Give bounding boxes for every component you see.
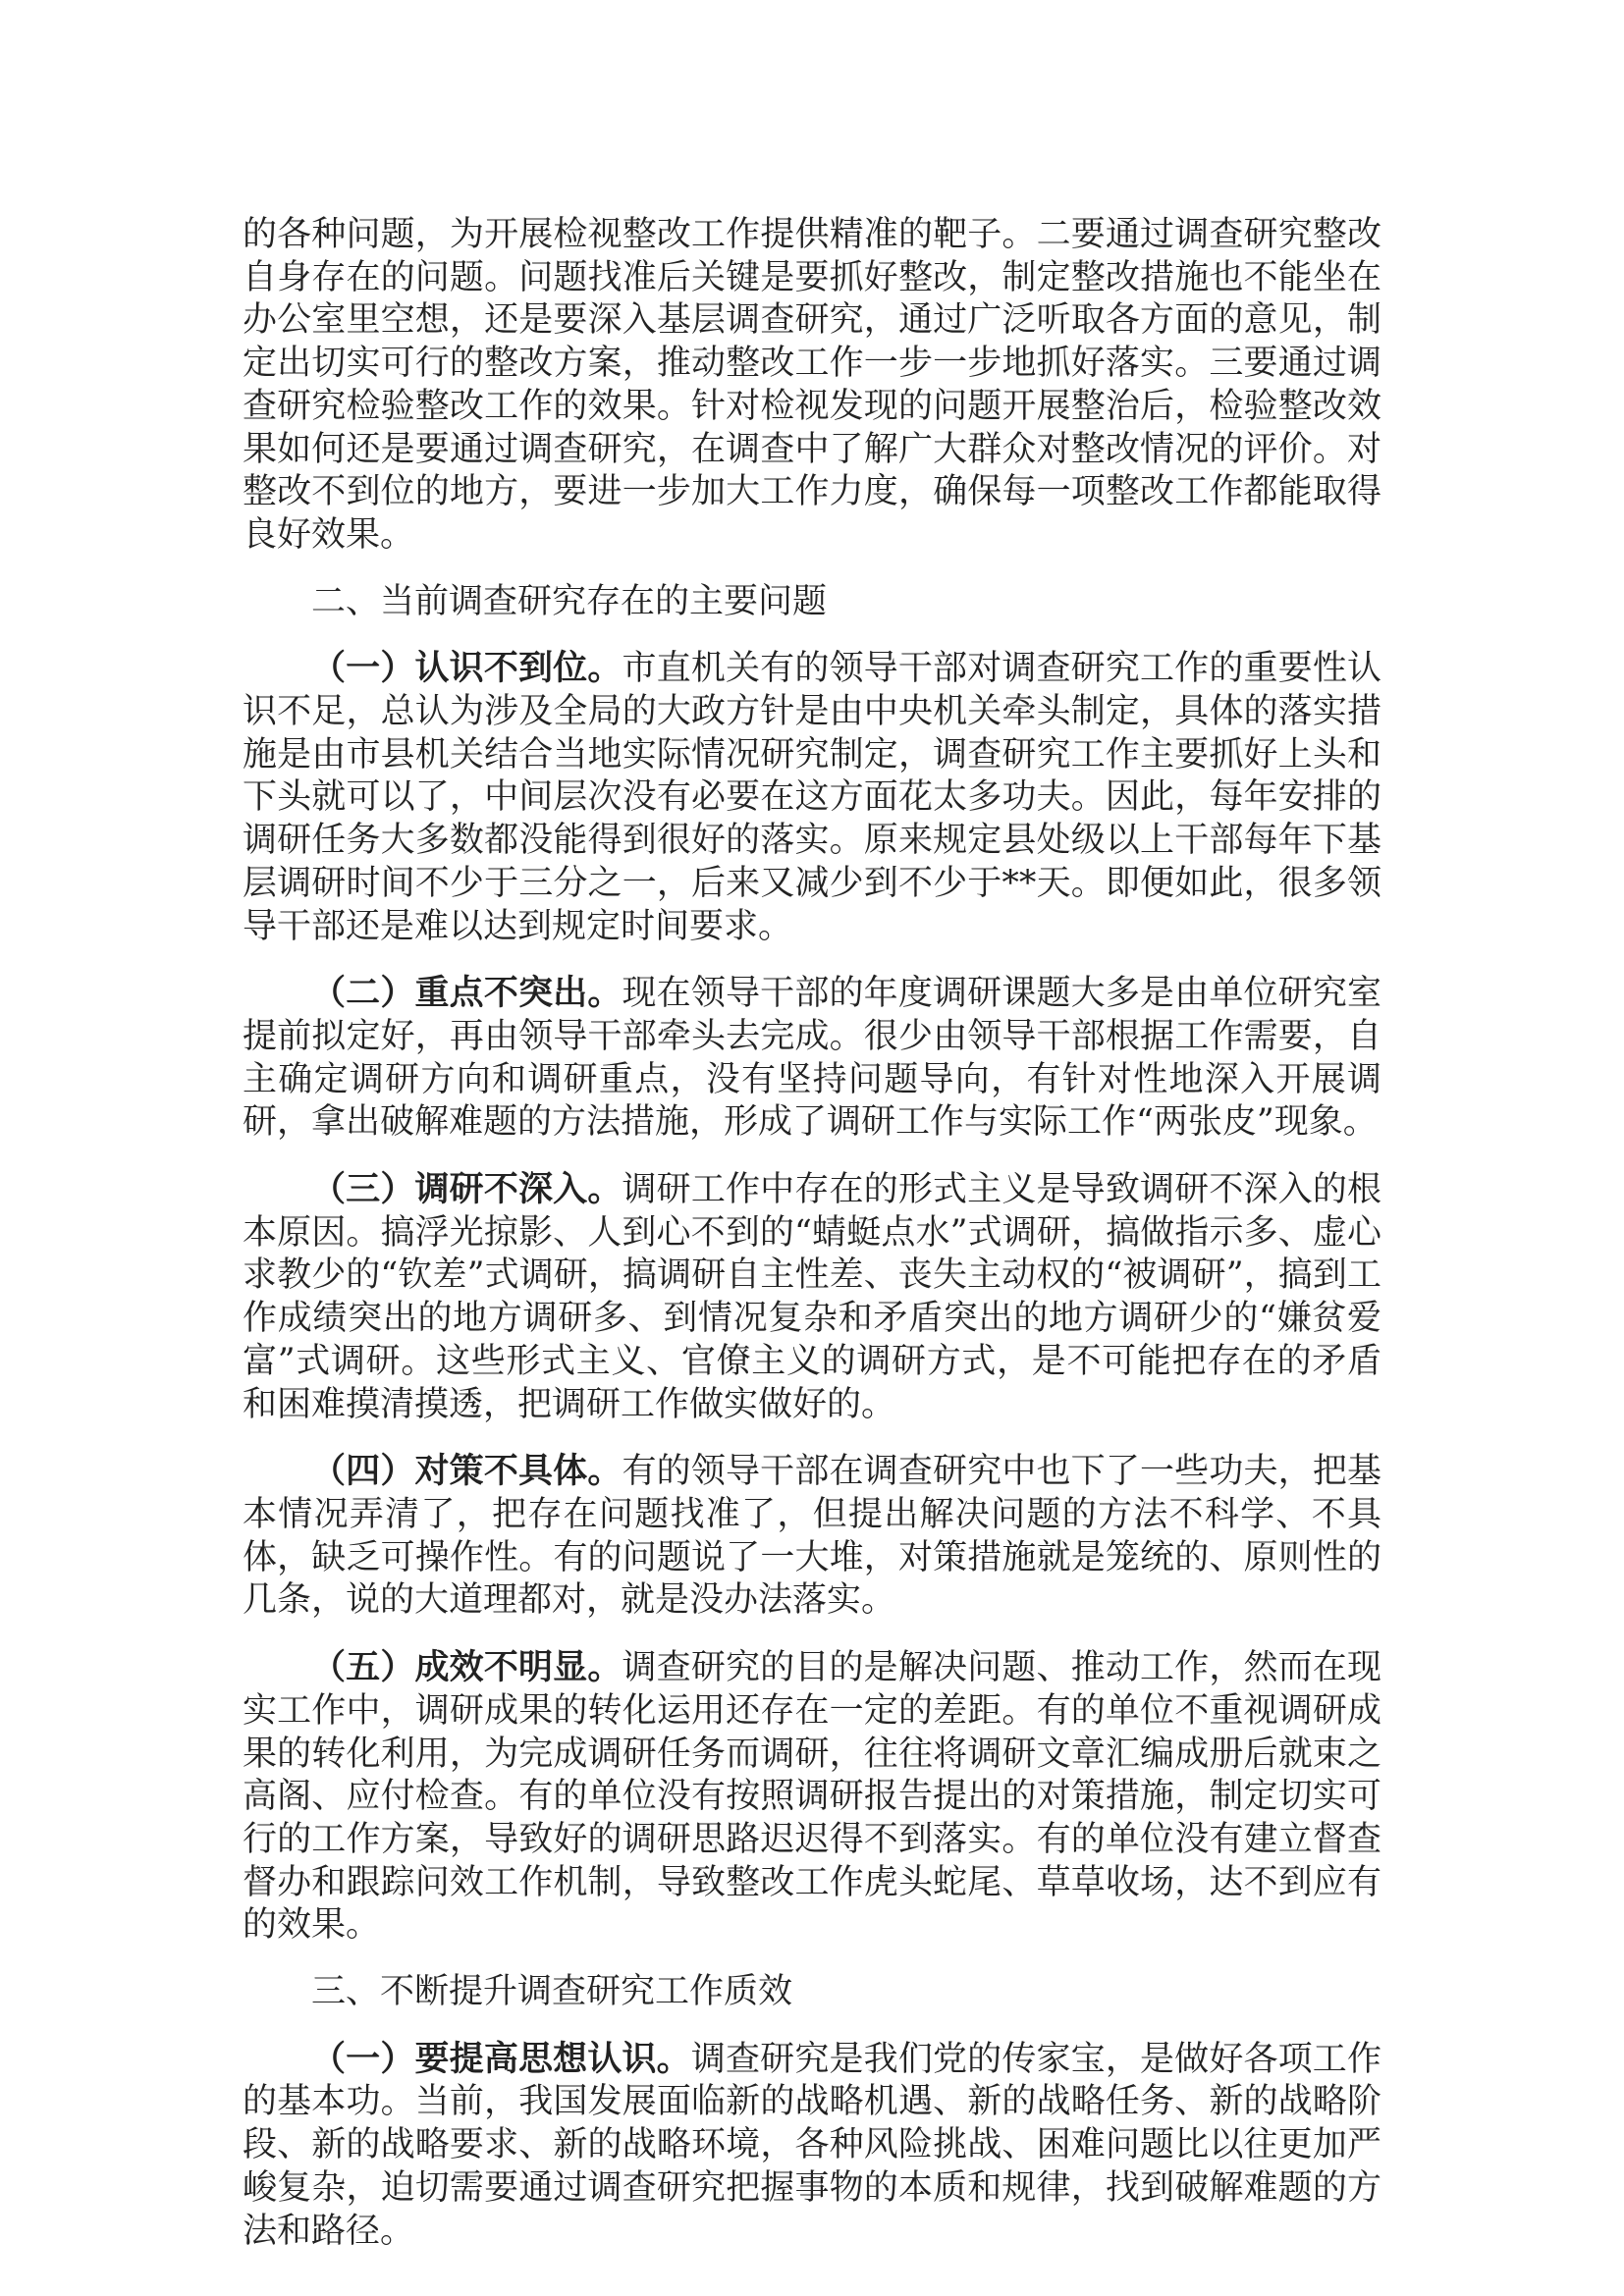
paragraph-2-5 [243, 1646, 1381, 1948]
paragraph-lead: （三）调研不深入。 [311, 1169, 623, 1210]
paragraph-lead: （一）认识不到位。 [311, 648, 623, 689]
paragraph-text: 调查研究是我们党的传家宝，是做好各项工作的基本功。当前，我国发展面临新的战略机遇、新的战略任务、新的战略阶段、新的战略要求、新的战略环境，各种风险挑战、困难问题比以往更加严峻复杂，迫切需要通过调查研究把握事物的本质和规律，找到破解难题的方法和路径。 [243, 2039, 1381, 2251]
paragraph-continuation [243, 214, 1381, 558]
paragraph-text: 市直机关有的领导干部对调查研究工作的重要性认识不足，总认为涉及全局的大政方针是由中央机关牵头制定，具体的落实措施是由市县机关结合当地实际情况研究制定，调查研究工作主要抓好上头和下头就可以了，中间层次没有必要在这方面花太多功夫。因此，每年安排的调研任务大多数都没能得到很好的落实。原来规定县处级以上干部每年下基层调研时间不少于三分之一，后来又减少到不少于**天。即便如此，很多领导干部还是难以达到规定时间要求。 [243, 649, 1381, 946]
paragraph-text: 有的领导干部在调查研究中也下了一些功夫，把基本情况弄清了，把存在问题找准了，但提出解决问题的方法不科学、不具体，缺乏可操作性。有的问题说了一大堆，对策措施就是笼统的、原则性的几条，说的大道理都对，就是没办法落实。 [243, 1452, 1381, 1621]
paragraph-2-1 [243, 647, 1381, 948]
paragraph-3-1 [243, 2038, 1381, 2254]
paragraph-lead: （四）对策不具体。 [311, 1451, 623, 1492]
paragraph-lead: （一）要提高思想认识。 [311, 2038, 691, 2079]
document-page [243, 214, 1381, 2276]
paragraph-text: 的各种问题，为开展检视整改工作提供精准的靶子。二要通过调查研究整改自身存在的问题。问题找准后关键是要抓好整改，制定整改措施也不能坐在办公室里空想，还是要深入基层调查研究，通过广泛听取各方面的意见，制定出切实可行的整改方案，推动整改工作一步一步地抓好落实。三要通过调查研究检验整改工作的效果。针对检视发现的问题开展整治后，检验整改效果如何还是要通过调查研究，在调查中了解广大群众对整改情况的评价。对整改不到位的地方，要进一步加大工作力度，确保每一项整改工作都能取得良好效果。 [243, 215, 1381, 555]
paragraph-text: 现在领导干部的年度调研课题大多是由单位研究室提前拟定好，再由领导干部牵头去完成。很少由领导干部根据工作需要，自主确定调研方向和调研重点，没有坚持问题导向，有针对性地深入开展调研，拿出破解难题的方法措施，形成了调研工作与实际工作“两张皮”现象。 [243, 974, 1381, 1143]
paragraph-2-3 [243, 1168, 1381, 1426]
paragraph-text: 调查研究的目的是解决问题、推动工作，然而在现实工作中，调研成果的转化运用还存在一定的差距。有的单位不重视调研成果的转化利用，为完成调研任务而调研，往往将调研文章汇编成册后就束之高阁、应付检查。有的单位没有按照调研报告提出的对策措施，制定切实可行的工作方案，导致好的调研思路迟迟得不到落实。有的单位没有建立督查督办和跟踪问效工作机制，导致整改工作虎头蛇尾、草草收场，达不到应有的效果。 [243, 1648, 1381, 1946]
section-heading-3: 三、不断提升调查研究工作质效 [311, 1972, 793, 2012]
paragraph-2-4 [243, 1450, 1381, 1623]
paragraph-lead: （二）重点不突出。 [311, 973, 623, 1014]
section-heading-2: 二、当前调查研究存在的主要问题 [311, 581, 828, 621]
paragraph-2-2 [243, 972, 1381, 1145]
paragraph-lead: （五）成效不明显。 [311, 1647, 623, 1688]
paragraph-text: 调研工作中存在的形式主义是导致调研不深入的根本原因。搞浮光掠影、人到心不到的“蜻蜓点水”式调研，搞做指示多、虚心求教少的“钦差”式调研，搞调研自主性差、丧失主动权的“被调研”，搞到工作成绩突出的地方调研多、到情况复杂和矛盾突出的地方调研少的“嫌贫爱富”式调研。这些形式主义、官僚主义的调研方式，是不可能把存在的矛盾和困难摸清摸透，把调研工作做实做好的。 [243, 1170, 1381, 1424]
